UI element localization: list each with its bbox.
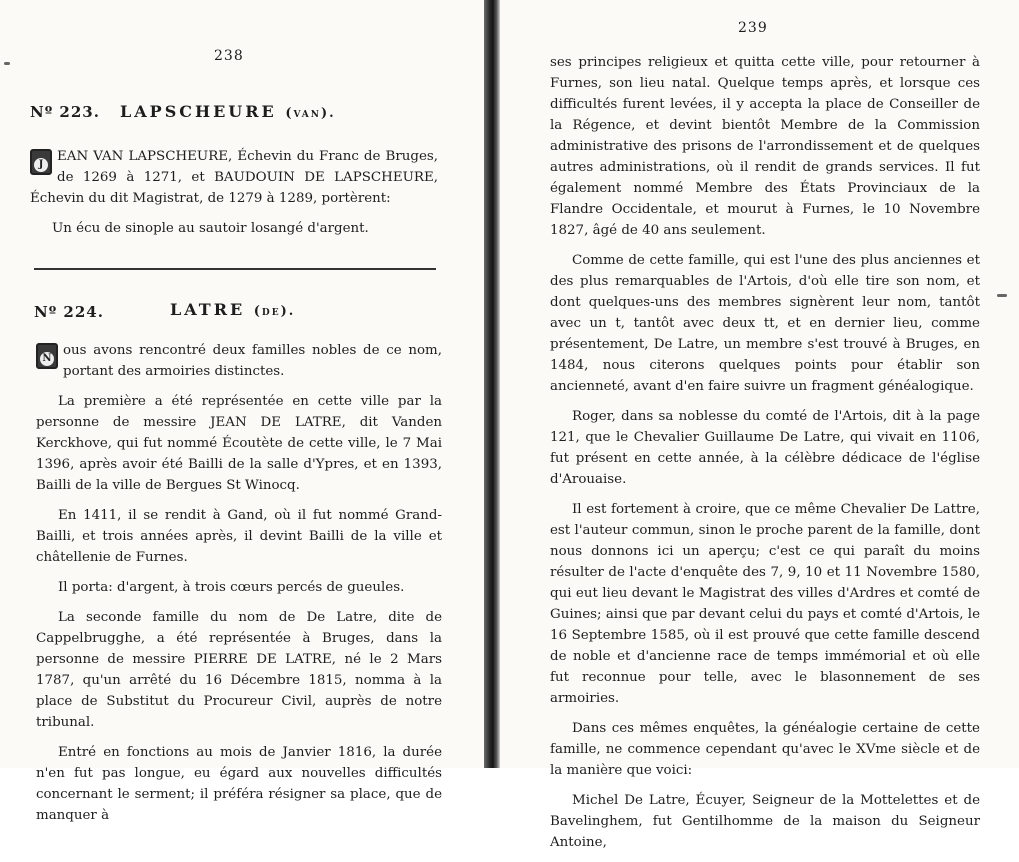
right-page — [500, 0, 1019, 850]
entry-224-para3: Il porta: d'argent, à trois cœurs percés de gueules. — [58, 580, 405, 595]
entry-224-body — [36, 340, 442, 835]
right-para3: Roger, dans sa noblesse du comté de l'Artois, dit à la page 121, que le Chevalier Guillaume De Latre, qui vivait en 1106, fut présent en cette année, à la célèbre dédicace de l'église d'Arouaise. — [550, 409, 980, 487]
book-gutter — [484, 0, 500, 768]
entry-224-para5: Entré en fonctions au mois de Janvier 1816, la durée n'en fut pas longue, eu égard aux nouvelles difficultés concernant le serment; il préféra résigner sa place, que de manquer à — [36, 745, 442, 823]
entry-224-para1: La première a été représentée en cette ville par la personne de messire JEAN DE LATRE, dit Vanden Kerckhove, qui fut nommé Écoutète de cette ville, le 7 Mai 1396, après avoir été Bailli de la salle d'Ypres, et en 1393, Bailli de la ville de Bergues St Winocq. — [36, 394, 442, 493]
entry-223-heading — [30, 102, 336, 121]
right-para4: Il est fortement à croire, que ce même Chevalier De Lattre, est l'auteur commun, sinon le proche parent de la famille, dont nous donnons ici un aperçu; c'est ce qui paraît du moins résulter de l'acte d'enquête des 7, 9, 10 et 11 Novembre 1580, qui eut lieu devant le Magistrat des villes d'Ardres et comté de Guines; ainsi que par devant celui du pays et comté d'Artois, le 16 Septembre 1585, où il est prouvé que cette famille descend de noble et d'ancienne race de temps immémorial et où elle fut reconnue pour telle, avec le blasonnement de ses armoiries. — [550, 502, 980, 706]
dropcap-n-ornament: N — [36, 343, 58, 369]
entry-223-arms: Un écu de sinople au sautoir losangé d'argent. — [52, 221, 369, 236]
paper-speck — [4, 62, 10, 65]
entry-224-para2: En 1411, il se rendit à Gand, où il fut nommé Grand-Bailli, et trois années après, il devint Bailli de la ville et châtellenie de Furnes. — [36, 508, 442, 565]
page-number-right: 239 — [738, 20, 768, 36]
entry-224-intro: N ous avons rencontré deux familles nobles de ce nom, portant des armoiries distinctes. — [36, 340, 442, 382]
entry-223-body — [30, 146, 438, 248]
right-para2: Comme de cette famille, qui est l'une des plus anciennes et des plus remarquables de l'Artois, d'où elle tire son nom, et dont quelques-uns des membres signèrent leur nom, tantôt avec un t, tantôt avec deux tt, et en dernier lieu, comme présentement, De Latre, un membre s'est trouvé à Bruges, en 1484, nous citerons quelques points pour établir son ancienneté, avant d'en faire suivre un fragment généalogique. — [550, 253, 980, 394]
entry-223-particle: (van). — [285, 106, 336, 121]
paper-speck — [997, 294, 1007, 297]
entry-224-name: LATRE (de). — [170, 300, 296, 319]
page-number-left: 238 — [214, 48, 244, 64]
entry-224-particle: (de). — [253, 304, 296, 319]
section-divider — [34, 268, 436, 270]
left-page — [0, 0, 484, 823]
entry-224-para4: La seconde famille du nom de De Latre, dite de Cappelbrugghe, a été représentée à Bruges, dans la personne de messire PIERRE DE LATRE, né le 2 Mars 1787, qu'un arrêté du 16 Décembre 1815, nomma à la place de Substitut du Procureur Civil, auprès de notre tribunal. — [36, 610, 442, 730]
dropcap-j-ornament: J — [30, 149, 52, 175]
entry-223-name: LAPSCHEURE (van). — [120, 102, 336, 121]
right-para6: Michel De Latre, Écuyer, Seigneur de la Mottelettes et de Bavelinghem, fut Gentilhomme de la maison du Seigneur Antoine, — [550, 793, 980, 850]
right-para5: Dans ces mêmes enquêtes, la généalogie certaine de cette famille, ne commence cependant qu'avec le XVme siècle et de la manière que voici: — [550, 721, 980, 778]
entry-224-heading — [34, 300, 296, 321]
right-page-body — [550, 52, 980, 862]
right-para1: ses principes religieux et quitta cette ville, pour retourner à Furnes, son lieu natal. Quelque temps après, et lorsque ces difficultés furent levées, il y accepta la place de Conseiller de la Régence, et devint bientôt Membre de la Commission administrative des prisons de l'arrondissement et de quelques autres administrations, où il rendit de grands services. Il fut également nommé Membre des États Provinciaux de la Flandre Occidentale, et mourut à Furnes, le 10 Novembre 1827, âgé de 40 ans seulement. — [550, 55, 980, 238]
entry-223-text: J EAN VAN LAPSCHEURE, Échevin du Franc de Bruges, de 1269 à 1271, et BAUDOUIN DE LAPSCHEURE, Échevin du dit Magistrat, de 1279 à 1289, portèrent: — [30, 149, 438, 206]
entry-223-number: Nº 223. — [30, 103, 100, 121]
entry-224-number: Nº 224. — [34, 303, 104, 321]
